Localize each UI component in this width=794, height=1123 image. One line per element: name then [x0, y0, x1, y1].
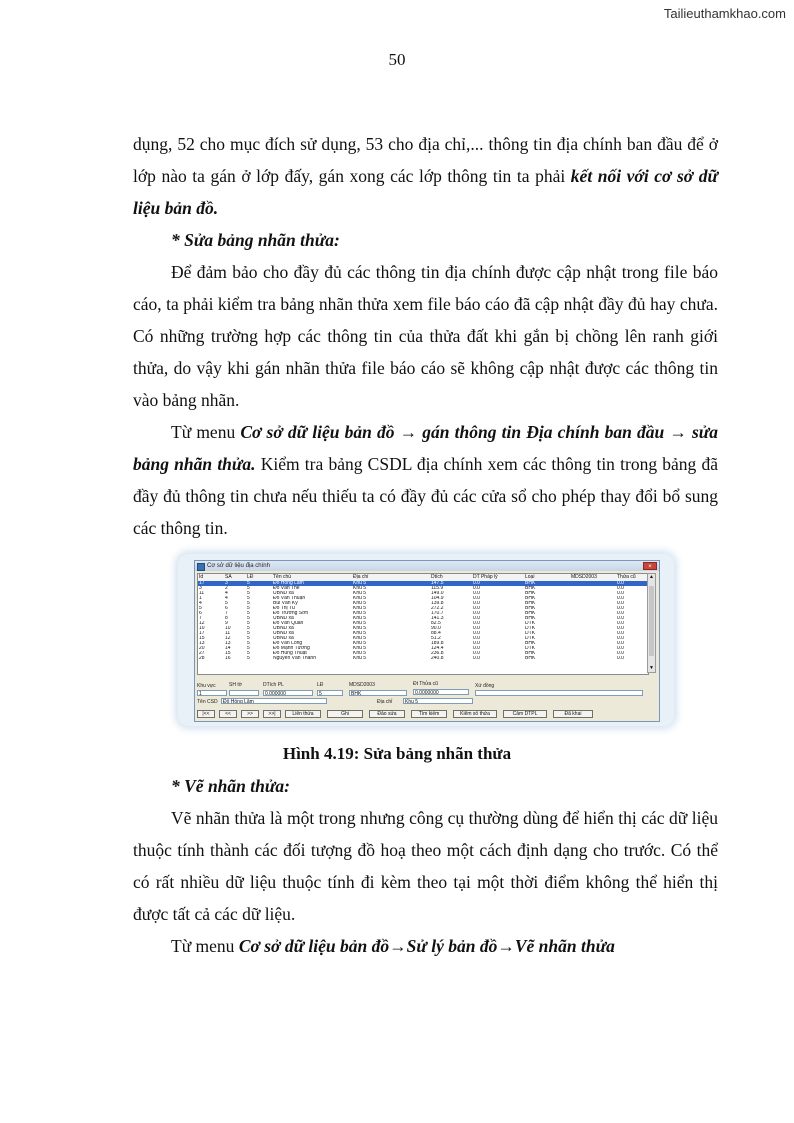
table-cell: 0.0 — [472, 581, 524, 586]
table-cell: DTK — [525, 636, 535, 641]
table-cell: 0.0 — [617, 631, 624, 636]
toolbar-button[interactable]: Đã khai — [553, 710, 593, 718]
table-cell: 0.0 — [617, 606, 624, 611]
table-cell: 0.0 — [473, 586, 480, 591]
table-cell: 0.0 — [617, 636, 624, 641]
field-ld[interactable]: 5 — [317, 690, 343, 696]
table-cell: BHK — [525, 651, 536, 656]
label-xu-dong: Xứ đồng — [475, 683, 495, 689]
record-form — [197, 681, 657, 709]
table-cell: 189.8 — [431, 641, 444, 646]
table-cell: 5 — [247, 611, 250, 616]
paragraph-5-lead: Từ menu — [171, 936, 239, 956]
table-cell: 10 — [225, 626, 231, 631]
table-cell: 51.2 — [431, 636, 441, 641]
table-cell: Đỗ Hồng Lâm — [272, 581, 352, 586]
table-cell: 5 — [247, 596, 250, 601]
table-cell: 0.0 — [473, 606, 480, 611]
table-cell: 0.0 — [473, 626, 480, 631]
table-cell: BHK — [525, 591, 536, 596]
table-cell: Đỗ Văn Thế — [273, 586, 300, 591]
table-cell: 5 — [247, 631, 250, 636]
page-number: 50 — [388, 50, 406, 69]
table-cell: 88.4 — [431, 631, 441, 636]
scroll-thumb[interactable] — [649, 586, 654, 656]
table-cell: 147.5 — [430, 581, 472, 586]
table-cell: BHK — [525, 656, 536, 661]
table-cell: 0.0 — [617, 611, 624, 616]
table-cell: 11 — [199, 591, 205, 596]
column-header[interactable]: LĐ — [246, 574, 272, 581]
field-thua-cu[interactable]: 0.0000000 — [413, 689, 469, 695]
table-cell: 5 — [247, 626, 250, 631]
table-cell: 104.9 — [431, 596, 444, 601]
table-cell: 2 — [225, 586, 228, 591]
field-dia-chi[interactable]: Khu 5 — [403, 698, 473, 704]
paragraph-5 — [133, 930, 718, 962]
toolbar-button[interactable]: Đảo sửa — [369, 710, 405, 718]
table-cell: Khu 5 — [353, 656, 367, 661]
table-cell: 0.0 — [617, 586, 624, 591]
table-cell: DTK — [525, 626, 535, 631]
paragraph-5-menu-path: Cơ sở dữ liệu bản đồ→Sử lý bản đồ→Vẽ nhãn thửa — [238, 936, 615, 956]
table-cell: 5 — [246, 581, 272, 586]
toolbar-button[interactable]: Ghi — [327, 710, 363, 718]
table-header-row — [198, 574, 648, 581]
table-cell: 5 — [199, 606, 202, 611]
table-cell: 139.8 — [431, 601, 444, 606]
table-cell: Khu 5 — [353, 626, 367, 631]
table-cell: BHK — [524, 581, 570, 586]
table-cell: Khu 5 — [353, 616, 367, 621]
table-cell: Khu 5 — [353, 621, 367, 626]
table-cell: 0.0 — [617, 616, 624, 621]
column-header[interactable]: Địa chỉ — [352, 574, 430, 581]
table-cell: 5 — [247, 601, 250, 606]
table-cell: 5 — [247, 606, 250, 611]
table-cell: UBND xã — [273, 626, 294, 631]
column-header[interactable]: Id — [198, 574, 224, 581]
table-cell: UBND xã — [273, 636, 294, 641]
label-mdsd: MDSD2003 — [349, 682, 375, 688]
table-cell: 1 — [199, 596, 202, 601]
table-cell: 149.0 — [431, 591, 444, 596]
column-header[interactable]: MDSD2003 — [570, 574, 616, 581]
label-ld: LĐ — [317, 682, 324, 688]
body-text-upper — [133, 128, 718, 544]
table-cell: 0.0 — [617, 621, 624, 626]
table-cell: 0.0 — [616, 581, 648, 586]
table-cell: 0.0 — [473, 596, 480, 601]
column-header[interactable]: DT Pháp lý — [472, 574, 524, 581]
paragraph-2: Để đảm bảo cho đầy đủ các thông tin địa chính được cập nhật trong file báo cáo, ta phải kiểm tra bảng nhãn thửa xem file báo cáo đã cập nhật đầy đủ hay chưa. Có những trường hợp các thông tin của thửa đất khi gắn bị chồng lên ranh giới thửa, do vậy khi gán nhãn thửa file báo cáo sẽ không cập nhật được các thông tin vào bảng nhãn. — [133, 262, 718, 410]
table-cell: UBND xã — [273, 591, 294, 596]
table-cell: 170.7 — [431, 611, 444, 616]
table-cell: 0.0 — [473, 631, 480, 636]
table-cell: 5 — [225, 601, 228, 606]
toolbar-button[interactable]: << — [219, 710, 237, 718]
figure-screenshot — [178, 554, 674, 726]
table-cell: 11 — [225, 631, 231, 636]
column-header[interactable]: Loại — [524, 574, 570, 581]
paragraph-4: Vẽ nhãn thửa là một trong nhưng công cụ thường dùng để hiển thị các dữ liệu thuộc tính thành các đối tượng đồ hoạ theo một cách định dạng cho trước. Có thể có rất nhiều dữ liệu thuộc tính đi kèm theo tại một thời điểm không thể hiển thị được tất cả các dữ liệu. — [133, 808, 718, 924]
table-cell: 0.0 — [473, 601, 480, 606]
table-cell: 20 — [199, 646, 205, 651]
table-cell: Khu 5 — [353, 591, 367, 596]
heading-sua-bang-nhan-thua: * Sửa bảng nhãn thửa: — [171, 230, 340, 250]
table-cell: 0.0 — [473, 656, 480, 661]
table-cell: 3 — [199, 586, 202, 591]
table-cell: 15 — [199, 636, 205, 641]
scroll-down-icon[interactable]: ▼ — [649, 665, 654, 671]
table-cell: 5 — [247, 651, 250, 656]
column-header[interactable]: Thửa cũ — [616, 574, 648, 581]
table-cell: Khu 5 — [353, 641, 367, 646]
table-cell: 0.0 — [473, 591, 480, 596]
table-cell: 5 — [247, 656, 250, 661]
table-cell: 7 — [225, 611, 228, 616]
table-cell: 13 — [225, 641, 231, 646]
table-cell: Khu 5 — [352, 581, 430, 586]
table-cell: 0.0 — [473, 636, 480, 641]
table-cell: 240.8 — [431, 656, 444, 661]
column-header[interactable]: Dtích — [430, 574, 472, 581]
table-body — [198, 581, 648, 661]
table-cell: Đỗ Mạnh Tường — [273, 646, 310, 651]
table-cell: Khu 5 — [353, 651, 367, 656]
table-cell: Đỗ Hùng Thuật — [273, 651, 307, 656]
table-cell: Khu 5 — [353, 611, 367, 616]
table-cell: 13 — [199, 641, 205, 646]
table-cell: 0.0 — [473, 616, 480, 621]
toolbar-button[interactable]: |<< — [197, 710, 215, 718]
table-cell: Đỗ Trường Sơn — [273, 611, 309, 616]
table-cell: BHK — [525, 611, 536, 616]
label-khu-vuc: Khu vực — [197, 683, 216, 689]
table-cell: UBND xã — [273, 631, 294, 636]
paragraph-1-text: dụng, 52 cho mục đích sử dụng, 53 cho địa chỉ,... thông tin địa chính ban đầu để ở lớp nào ta gán ở lớp đấy, gán xong các lớp thông tin ta phải — [133, 134, 718, 186]
table-cell: 141.3 — [431, 616, 444, 621]
table-cell: Nguyễn Văn Thanh — [273, 656, 316, 661]
table-row[interactable] — [198, 656, 648, 661]
table-cell: Khu 5 — [353, 636, 367, 641]
toolbar-button[interactable]: Cảm DTPL — [503, 710, 547, 718]
body-text-lower — [133, 770, 718, 962]
table-cell: BHK — [525, 596, 536, 601]
table-cell: 0.0 — [473, 611, 480, 616]
table-cell: UBND xã — [273, 616, 294, 621]
app-icon — [197, 563, 205, 571]
scroll-up-icon[interactable]: ▲ — [649, 574, 654, 580]
table-cell: 0.0 — [473, 641, 480, 646]
table-cell: 8 — [225, 616, 228, 621]
table-cell: 17 — [199, 631, 205, 636]
table-cell: 5 — [247, 591, 250, 596]
table-cell: Bùi Văn Kỳ — [273, 601, 298, 606]
table-cell: 28 — [199, 656, 205, 661]
table-cell: Khu 5 — [353, 586, 367, 591]
table-cell: Khu 5 — [353, 601, 367, 606]
table-cell: DTK — [525, 621, 535, 626]
table-cell: 6 — [199, 611, 202, 616]
table-cell — [570, 656, 616, 661]
paragraph-3-lead: Từ menu — [171, 422, 241, 442]
heading-ve-nhan-thua: * Vẽ nhãn thửa: — [171, 776, 290, 796]
table-cell: Đỗ Văn Quân — [273, 621, 304, 626]
table-cell: DTK — [525, 631, 535, 636]
table-cell: 0.0 — [617, 646, 624, 651]
field-khu-vuc[interactable]: 1 — [197, 690, 227, 696]
label-ten-csd: Tên CSD — [197, 699, 218, 705]
table-cell: 5 — [247, 621, 250, 626]
table-cell: 90.0 — [431, 626, 441, 631]
app-window — [194, 560, 660, 722]
table-cell: BHK — [525, 586, 536, 591]
table-cell: 0.0 — [617, 596, 624, 601]
label-sh-to: SH tờ — [229, 682, 243, 688]
table-cell: 4 — [199, 601, 202, 606]
table-cell: 0.0 — [617, 641, 624, 646]
table-cell: 3 — [224, 581, 246, 586]
table-cell: BHK — [525, 601, 536, 606]
table-cell: 124.4 — [431, 646, 444, 651]
toolbar-button[interactable]: >> — [241, 710, 259, 718]
close-button[interactable]: × — [643, 562, 657, 570]
paragraph-3-menu-path: Cơ sở dữ liệu bản đồ → gán thông tin Địa chính ban đầu → sửa bảng nhãn thửa. — [133, 422, 718, 474]
table-cell: 4 — [225, 591, 228, 596]
table-cell: 14 — [225, 646, 231, 651]
table-cell: Khu 5 — [353, 596, 367, 601]
table-cell: 27 — [199, 651, 205, 656]
data-table — [198, 574, 648, 661]
table-cell: 5 — [247, 586, 250, 591]
window-titlebar — [195, 561, 659, 571]
table-cell: Khu 5 — [353, 646, 367, 651]
table-cell: 0.0 — [473, 621, 480, 626]
table-cell: BHK — [525, 641, 536, 646]
button-bar — [197, 710, 657, 719]
table-cell: 12 — [225, 636, 231, 641]
label-thua-cu: Đt Thửa cũ — [413, 681, 438, 687]
table-cell: 0.0 — [617, 601, 624, 606]
window-title: Cơ sở dữ liệu địa chính — [207, 563, 270, 569]
toolbar-button[interactable]: Liên thửa — [285, 710, 321, 718]
watermark: Tailieuthamkhao.com — [663, 6, 786, 21]
table-cell: 0.0 — [617, 656, 624, 661]
table-cell: 12 — [199, 621, 205, 626]
table-cell: 5 — [247, 646, 250, 651]
table-cell: 0.0 — [617, 626, 624, 631]
field-ten-csd[interactable]: Đỗ Hồng Lâm — [221, 698, 327, 704]
toolbar-button[interactable]: Tìm kiếm — [411, 710, 447, 718]
paragraph-1-emphasis: kết nối với cơ sở dữ liệu bản đồ. — [133, 166, 719, 218]
paragraph-3 — [133, 416, 718, 544]
table-cell: 5 — [247, 616, 250, 621]
toolbar-button[interactable]: Kiểm số thửa — [453, 710, 497, 718]
table-cell: 82.5 — [431, 621, 441, 626]
table-cell: 6 — [225, 606, 228, 611]
table-cell: 272.2 — [431, 606, 444, 611]
figure-caption: Hình 4.19: Sửa bảng nhãn thửa — [282, 744, 512, 763]
table-cell: 9 — [225, 621, 228, 626]
table-cell: BHK — [525, 616, 536, 621]
table-cell: 5 — [247, 636, 250, 641]
paragraph-3-rest: Kiểm tra bảng CSDL địa chính xem các thông tin trong bảng đã đầy đủ thông tin chưa nếu thiếu ta có đầy đủ các cửa sổ cho phép thay đổi bổ sung các thông tin. — [133, 454, 718, 538]
paragraph-1 — [133, 128, 718, 224]
table-cell: 15 — [225, 651, 231, 656]
field-sh-to[interactable] — [229, 690, 259, 696]
label-dia-chi: Địa chỉ — [377, 699, 393, 705]
table-cell: 0.0 — [617, 591, 624, 596]
label-dtich-pl: DTích PL — [263, 682, 284, 688]
table-cell: Khu 5 — [353, 631, 367, 636]
table-cell: Đỗ Thị Tú — [273, 606, 295, 611]
table-cell: Đỗ Văn Long — [273, 641, 303, 646]
table-cell: 115.9 — [431, 586, 444, 591]
field-mdsd[interactable]: BHK — [349, 690, 407, 696]
table-cell: DTK — [525, 646, 535, 651]
field-dtich-pl[interactable]: 0.000000 — [263, 690, 313, 696]
vertical-scrollbar[interactable] — [647, 573, 656, 673]
data-grid[interactable] — [197, 573, 649, 675]
table-cell: 10 — [199, 626, 205, 631]
column-header[interactable]: Tên chủ — [272, 574, 352, 581]
table-cell: Khu 5 — [353, 606, 367, 611]
table-cell: Đỗ Văn Thuận — [273, 596, 306, 601]
table-cell: 4 — [225, 596, 228, 601]
column-header[interactable]: SA — [224, 574, 246, 581]
toolbar-button[interactable]: >>| — [263, 710, 281, 718]
table-cell: 7 — [199, 616, 202, 621]
table-cell: BHK — [525, 606, 536, 611]
table-cell: 17 — [198, 581, 224, 586]
table-cell: 5 — [247, 641, 250, 646]
field-xu-dong[interactable] — [475, 690, 643, 696]
table-cell: 0.0 — [473, 651, 480, 656]
table-cell: 0.0 — [473, 646, 480, 651]
table-cell: 236.8 — [431, 651, 444, 656]
table-cell: 16 — [225, 656, 231, 661]
table-cell: 0.0 — [617, 651, 624, 656]
